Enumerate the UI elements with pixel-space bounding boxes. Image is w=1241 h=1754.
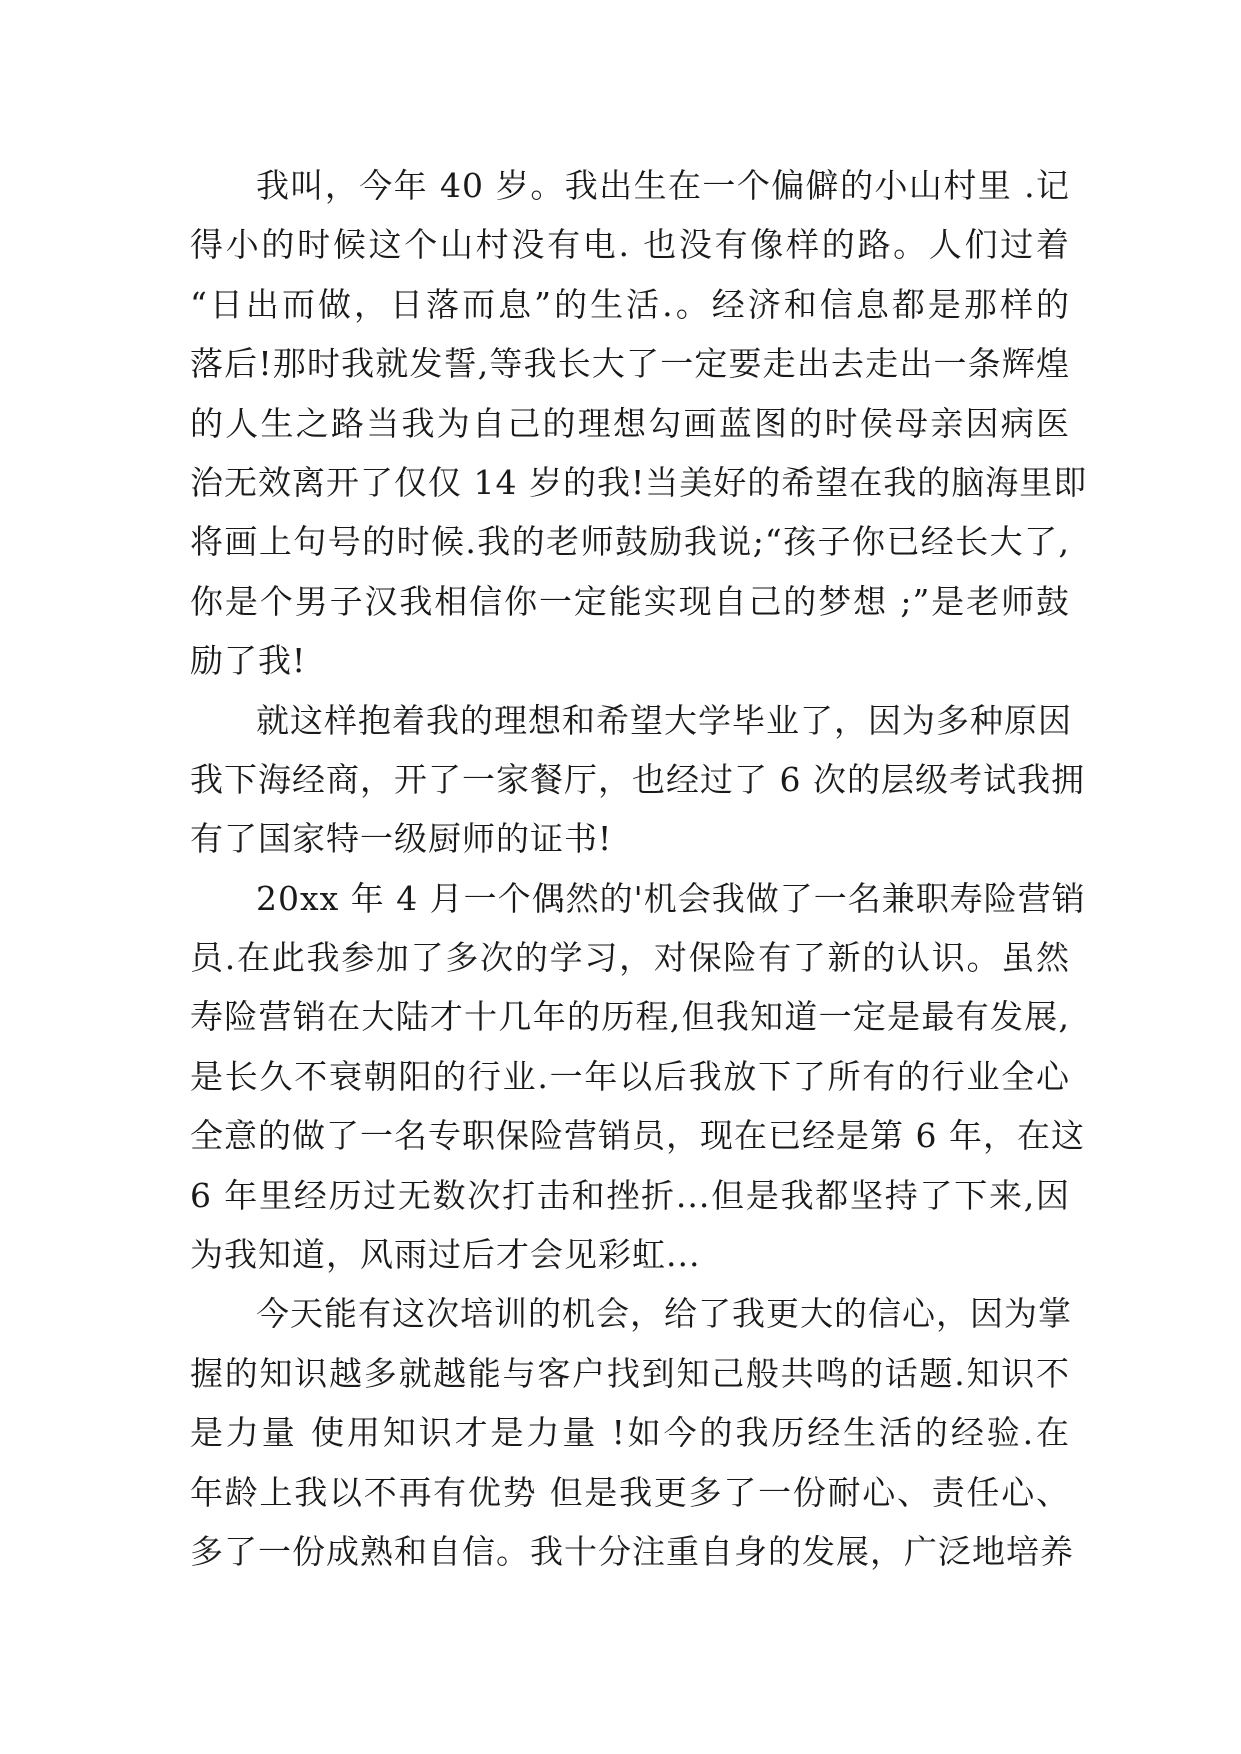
paragraph-2: [190, 691, 1085, 869]
text-line: 6 年里经历过无数次打击和挫折...但是我都坚持了下来,因: [190, 1175, 1070, 1215]
text-line: 是长久不衰朝阳的行业.一年以后我放下了所有的行业全心: [190, 1056, 1070, 1096]
text-line: 你是个男子汉我相信你一定能实现自己的梦想 ;”是老师鼓: [190, 581, 1070, 621]
text-line: 多了一份成熟和自信。我十分注重自身的发展，广泛地培养: [190, 1531, 1074, 1571]
text-line: 我叫，今年 40 岁。我出生在一个偏僻的小山村里 .记: [256, 166, 1070, 205]
text-line: 落后!那时我就发誓,等我长大了一定要走出去走出一条辉煌: [190, 344, 1070, 384]
text-line: 就这样抱着我的理想和希望大学毕业了，因为多种原因: [256, 700, 1072, 740]
text-line: 得小的时候这个山村没有电. 也没有像样的路。人们过着: [190, 225, 1070, 265]
paragraph-3: [190, 869, 1086, 1285]
text-line: 我下海经商，开了一家餐厅，也经过了 6 次的层级考试我拥: [190, 759, 1085, 799]
text-line: 握的知识越多就越能与客户找到知己般共鸣的话题.知识不: [190, 1353, 1070, 1393]
text-line: 20xx 年 4 月一个偶然的'机会我做了一名兼职寿险营销: [256, 878, 1086, 918]
document-body: [190, 156, 1088, 1581]
text-line: 今天能有这次培训的机会，给了我更大的信心，因为掌: [256, 1294, 1072, 1334]
paragraph-4: [190, 1284, 1074, 1581]
text-line: 全意的做了一名专职保险营销员，现在已经是第 6 年，在这: [190, 1116, 1085, 1156]
text-line: “日出而做，日落而息”的生活.。经济和信息都是那样的: [190, 284, 1070, 324]
text-line: 是力量 使用知识才是力量 !如今的我历经生活的经验.在: [190, 1413, 1070, 1453]
text-line: 励了我!: [190, 641, 307, 681]
text-line: 将画上句号的时候.我的老师鼓励我说;“孩子你已经长大了,: [190, 522, 1070, 562]
text-line: 的人生之路当我为自己的理想勾画蓝图的时侯母亲因病医: [190, 403, 1070, 443]
text-line: 为我知道，风雨过后才会见彩虹...: [190, 1235, 701, 1275]
text-line: 有了国家特一级厨师的证书!: [190, 819, 613, 859]
paragraph-1: [190, 156, 1088, 691]
text-line: 寿险营销在大陆才十几年的历程,但我知道一定是最有发展,: [190, 997, 1070, 1037]
text-line: 治无效离开了仅仅 14 岁的我!当美好的希望在我的脑海里即: [190, 462, 1088, 502]
text-line: 年龄上我以不再有优势 但是我更多了一份耐心、责任心、: [190, 1472, 1070, 1512]
text-line: 员.在此我参加了多次的学习，对保险有了新的认识。虽然: [190, 938, 1070, 978]
